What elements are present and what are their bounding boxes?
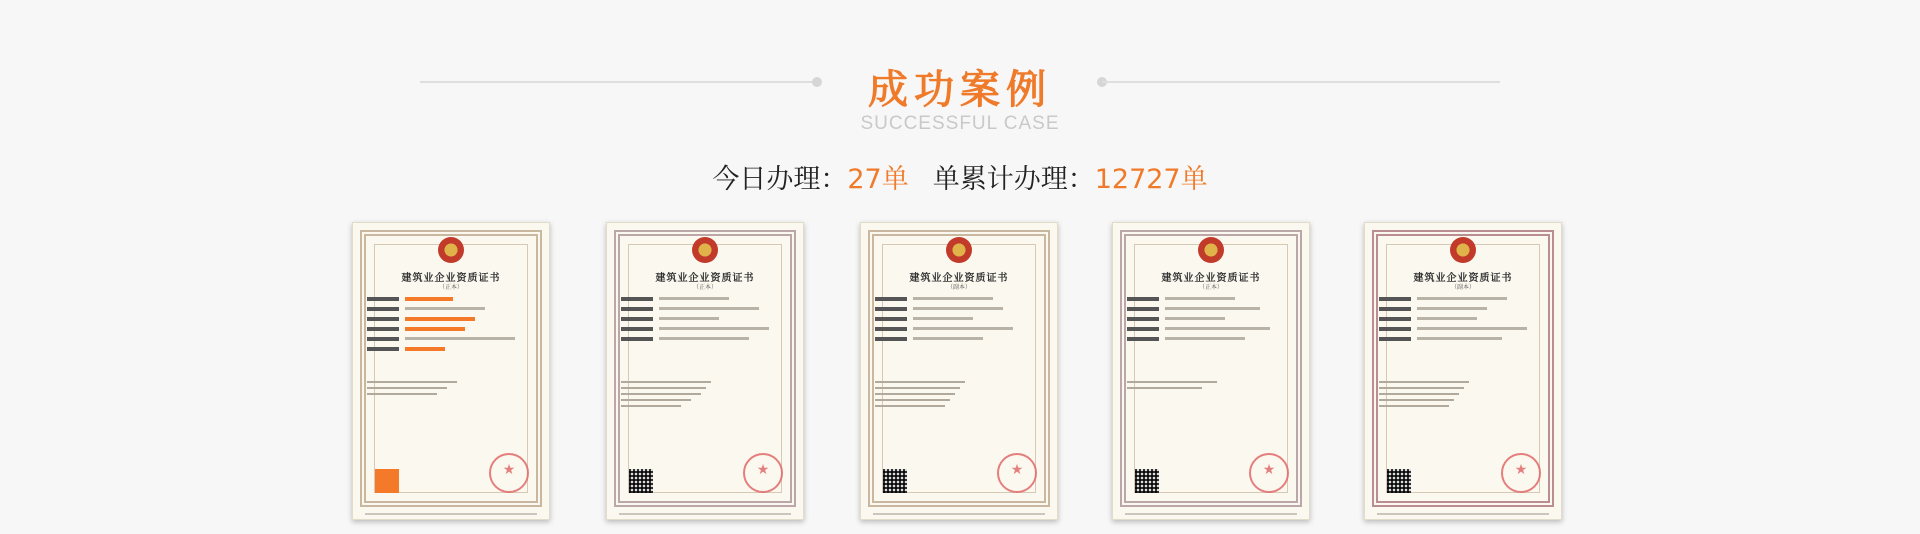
certificate-footer	[1125, 513, 1297, 515]
certificate-footer	[1377, 513, 1549, 515]
qr-code-icon	[629, 469, 653, 493]
section-subtitle: SUCCESSFUL CASE	[860, 113, 1060, 134]
today-count: 27单	[847, 164, 909, 195]
certificate-subtitle: （副本）	[946, 284, 971, 291]
certificate-scope-text	[621, 381, 711, 411]
section-header	[0, 0, 1920, 195]
certificate-title: 建筑业企业资质证书	[909, 273, 1009, 284]
certificate-title: 建筑业企业资质证书	[1161, 273, 1261, 284]
processing-stats	[0, 157, 1920, 196]
certificate-card[interactable]	[1364, 222, 1562, 520]
official-seal-icon	[997, 453, 1037, 493]
certificate-card[interactable]	[860, 222, 1058, 520]
title-divider-right	[1102, 81, 1500, 83]
case-gallery	[0, 218, 1920, 534]
certificate-footer	[619, 513, 791, 515]
national-emblem-icon	[692, 237, 718, 263]
certificate-scope-text	[1379, 381, 1469, 411]
certificate-subtitle: （正本）	[438, 284, 463, 291]
official-seal-icon	[1501, 453, 1541, 493]
qr-code-icon	[1387, 469, 1411, 493]
national-emblem-icon	[438, 237, 464, 263]
certificate-fields	[367, 295, 537, 355]
certificate-scope-text	[1127, 381, 1217, 393]
certificate-scope-text	[367, 381, 457, 399]
certificate-fields	[1379, 295, 1549, 345]
qr-code-redacted	[375, 469, 399, 493]
certificate-fields	[621, 295, 791, 345]
official-seal-icon	[489, 453, 529, 493]
certificate-card[interactable]	[1112, 222, 1310, 520]
total-count: 12727单	[1094, 164, 1208, 195]
certificate-title: 建筑业企业资质证书	[401, 273, 501, 284]
certificate-subtitle: （正本）	[1198, 284, 1223, 291]
qr-code-icon	[883, 469, 907, 493]
certificate-card[interactable]	[606, 222, 804, 520]
official-seal-icon	[1249, 453, 1289, 493]
qr-code-icon	[1135, 469, 1159, 493]
national-emblem-icon	[946, 237, 972, 263]
national-emblem-icon	[1198, 237, 1224, 263]
certificate-fields	[875, 295, 1045, 345]
certificate-footer	[365, 513, 537, 515]
certificate-subtitle: （正本）	[692, 284, 717, 291]
certificate-footer	[873, 513, 1045, 515]
total-label: 单累计办理：	[932, 164, 1095, 195]
certificate-scope-text	[875, 381, 965, 411]
certificate-subtitle: （副本）	[1450, 284, 1475, 291]
official-seal-icon	[743, 453, 783, 493]
section-title: 成功案例	[868, 67, 1052, 113]
national-emblem-icon	[1450, 237, 1476, 263]
today-label: 今日办理：	[712, 164, 848, 195]
certificate-title: 建筑业企业资质证书	[1413, 273, 1513, 284]
certificate-card[interactable]	[352, 222, 550, 520]
certificate-title: 建筑业企业资质证书	[655, 273, 755, 284]
certificate-fields	[1127, 295, 1297, 345]
